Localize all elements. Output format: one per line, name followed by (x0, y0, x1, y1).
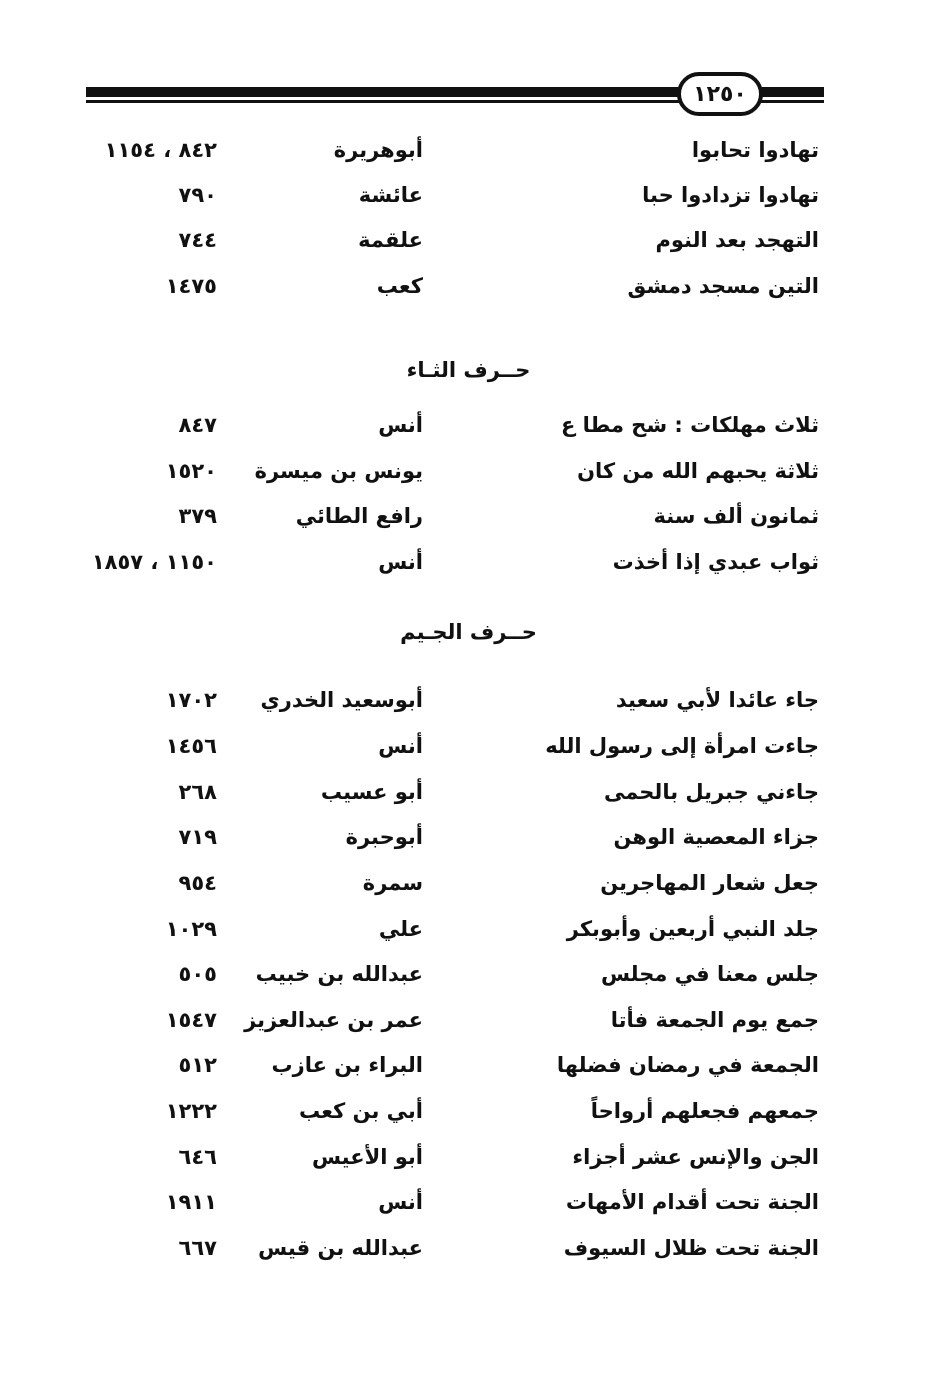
section-heading: حــرف الثـاء (406, 358, 531, 382)
narrator: البراء بن عازب (271, 1053, 423, 1077)
narrator: عائشة (358, 183, 423, 207)
hadith-text: جاء عائدا لأبي سعيد (615, 688, 819, 712)
reference-numbers: ٢٦٨ (178, 780, 217, 804)
hadith-text: تهادوا تحابوا (691, 138, 819, 162)
hadith-text: التين مسجد دمشق (627, 274, 819, 298)
list-item (0, 183, 937, 223)
list-item (0, 1236, 937, 1276)
narrator: رافع الطائي (295, 504, 423, 528)
hadith-text: ثمانون ألف سنة (653, 504, 819, 528)
narrator: أبوسعيد الخدري (260, 688, 423, 712)
list-item (0, 734, 937, 774)
hadith-text: جاءني جبريل بالحمى (603, 780, 819, 804)
reference-numbers: ٩٥٤ (178, 871, 217, 895)
narrator: سمرة (362, 871, 423, 895)
hadith-text: جمعهم فجعلهم أرواحاً (590, 1099, 819, 1123)
list-item (0, 780, 937, 820)
hadith-text: جمع يوم الجمعة فأتا (610, 1008, 819, 1032)
reference-numbers: ٦٦٧ (178, 1236, 217, 1260)
reference-numbers: ٧٤٤ (178, 228, 217, 252)
list-item (0, 871, 937, 911)
reference-numbers: ٦٤٦ (178, 1145, 217, 1169)
narrator: أبو عسيب (320, 780, 423, 804)
list-item (0, 228, 937, 268)
reference-numbers: ١٥٢٠ (165, 459, 217, 483)
list-item (0, 688, 937, 728)
narrator: عمر بن عبدالعزيز (244, 1008, 423, 1032)
list-item (0, 1008, 937, 1048)
list-item (0, 1145, 937, 1185)
narrator: عبدالله بن خبيب (255, 962, 423, 986)
narrator: كعب (376, 274, 423, 298)
reference-numbers: ١٥٤٧ (165, 1008, 217, 1032)
hadith-text: جعل شعار المهاجرين (600, 871, 819, 895)
hadith-text: الجنة تحت ظلال السيوف (563, 1236, 819, 1260)
list-item (0, 138, 937, 178)
narrator: أبو الأعيس (312, 1145, 423, 1169)
hadith-text: الجمعة في رمضان فضلها (556, 1053, 819, 1077)
narrator: أنس (378, 413, 423, 437)
list-item (0, 504, 937, 544)
list-item (0, 459, 937, 499)
narrator: أنس (378, 550, 423, 574)
hadith-text: جزاء المعصية الوهن (613, 825, 819, 849)
reference-numbers: ٥٠٥ (178, 962, 217, 986)
section-heading: حــرف الجـيم (400, 620, 537, 644)
list-item (0, 962, 937, 1002)
list-item (0, 1190, 937, 1230)
reference-numbers: ٨٤٧ (178, 413, 217, 437)
list-item (0, 413, 937, 453)
narrator: أبوهريرة (333, 138, 423, 162)
hadith-text: جاءت امرأة إلى رسول الله (545, 734, 819, 758)
reference-numbers: ١٠٢٩ (165, 917, 217, 941)
reference-numbers: ١٤٥٦ (165, 734, 217, 758)
reference-numbers: ٣٧٩ (178, 504, 217, 528)
list-item (0, 274, 937, 314)
reference-numbers: ٧٩٠ (178, 183, 217, 207)
hadith-text: الجنة تحت أقدام الأمهات (565, 1190, 819, 1214)
reference-numbers: ١١٥٠ ، ١٨٥٧ (91, 550, 217, 574)
list-item (0, 825, 937, 865)
reference-numbers: ٨٤٢ ، ١١٥٤ (104, 138, 217, 162)
narrator: يونس بن ميسرة (254, 459, 423, 483)
hadith-text: التهجد بعد النوم (655, 228, 819, 252)
narrator: أنس (378, 734, 423, 758)
list-item (0, 550, 937, 590)
narrator: عبدالله بن قيس (258, 1236, 423, 1260)
list-item (0, 1053, 937, 1093)
narrator: علي (378, 917, 423, 941)
list-item (0, 1099, 937, 1139)
hadith-text: الجن والإنس عشر أجزاء (572, 1145, 819, 1169)
reference-numbers: ١٤٧٥ (165, 274, 217, 298)
narrator: علقمة (358, 228, 423, 252)
hadith-text: ثلاثة يحبهم الله من كان (577, 459, 819, 483)
reference-numbers: ١٧٠٢ (165, 688, 217, 712)
narrator: أبوحبرة (345, 825, 423, 849)
hadith-text: ثواب عبدي إذا أخذت (612, 550, 819, 574)
reference-numbers: ٥١٢ (178, 1053, 217, 1077)
narrator: أنس (378, 1190, 423, 1214)
hadith-text: تهادوا تزدادوا حبا (642, 183, 819, 207)
page-number: ١٢٥٠ (677, 72, 763, 116)
hadith-text: جلد النبي أربعين وأبوبكر (566, 917, 819, 941)
narrator: أبي بن كعب (298, 1099, 423, 1123)
list-item (0, 917, 937, 957)
hadith-text: ثلاث مهلكات : شح مطا ع (561, 413, 819, 437)
reference-numbers: ١٢٢٢ (165, 1099, 217, 1123)
reference-numbers: ١٩١١ (165, 1190, 217, 1214)
hadith-text: جلس معنا في مجلس (600, 962, 819, 986)
reference-numbers: ٧١٩ (178, 825, 217, 849)
